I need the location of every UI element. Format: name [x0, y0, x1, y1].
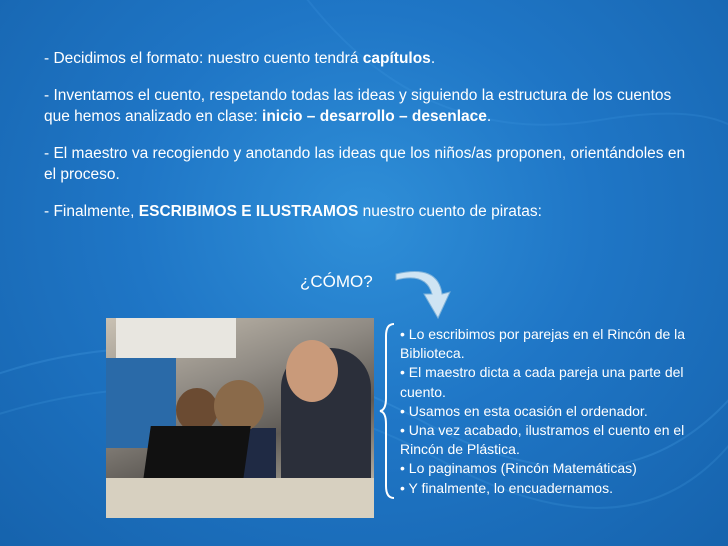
how-list — [400, 325, 700, 498]
como-heading: ¿CÓMO? — [300, 272, 373, 291]
step-final: - Finalmente, ESCRIBIMOS E ILUSTRAMOS nuestro cuento de piratas: — [44, 203, 542, 220]
list-item: • Usamos en esta ocasión el ordenador. — [400, 402, 648, 419]
step-invent: - Inventamos el cuento, respetando todas las ideas y siguiendo la estructura de los cuentos que hemos analizado en clase: inicio – desarrollo – desenlace. — [44, 87, 672, 125]
list-item: • Y finalmente, lo encuadernamos. — [400, 479, 613, 496]
list-item: • Lo escribimos por parejas en el Rincón de la Biblioteca. — [400, 326, 686, 362]
left-brace-icon — [378, 322, 398, 500]
list-item: • Una vez acabado, ilustramos el cuento en el Rincón de Plástica. — [400, 422, 685, 458]
step-format: - Decidimos el formato: nuestro cuento tendrá capítulos. — [44, 50, 436, 67]
step-teacher: - El maestro va recogiendo y anotando las ideas que los niños/as proponen, orientándoles en el proceso. — [44, 145, 686, 183]
list-item: • Lo paginamos (Rincón Matemáticas) — [400, 460, 637, 477]
list-item: • El maestro dicta a cada pareja una parte del cuento. — [400, 364, 684, 400]
classroom-photo — [106, 318, 374, 518]
process-steps — [44, 48, 694, 238]
curved-arrow-icon — [392, 268, 456, 326]
